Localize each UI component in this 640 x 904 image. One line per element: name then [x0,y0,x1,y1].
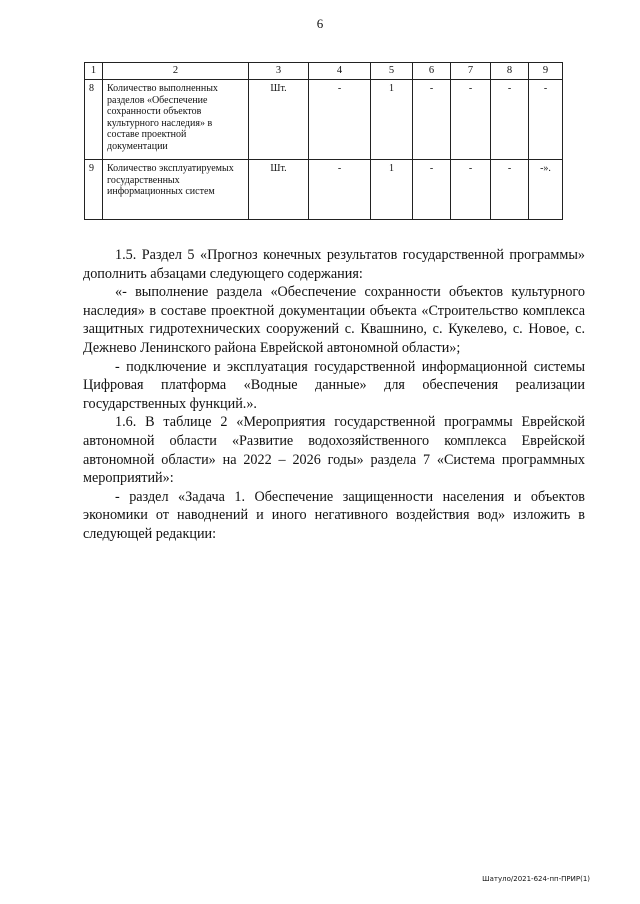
value-cell: - [529,80,563,160]
document-code: Шатуло/2021-624-пп-ПРИР(1) [482,875,590,883]
paragraph-1-5: 1.5. Раздел 5 «Прогноз конечных результатов государственной программы» дополнить абзацами следующего содержания: [83,247,585,282]
paragraph-1-6: 1.6. В таблице 2 «Мероприятия государственной программы Еврейской автономной области «Развитие водохозяйственного комплекса Еврейской автономной области» на 2022 – 2026 годы» раздела 7 «Система программных мероприятий»: [83,414,585,487]
table-row [85,80,563,160]
page-number: 6 [316,16,324,31]
value-cell: - [451,160,491,220]
paragraph-quote-item-2: - подключение и эксплуатация государственной информационной системы Цифровая платформа «Водные данные» для обеспечения реализации государственных функций.». [83,358,585,412]
header-cell: 4 [309,63,371,80]
header-cell: 1 [85,63,103,80]
header-cell: 9 [529,63,563,80]
value-cell: 1 [371,80,413,160]
header-cell: 7 [451,63,491,80]
row-number: 8 [85,80,103,160]
value-cell: - [413,160,451,220]
value-cell: - [451,80,491,160]
value-cell: - [413,80,451,160]
header-cell: 5 [371,63,413,80]
table-header-row [85,63,563,80]
value-cell: - [491,160,529,220]
value-cell: - [491,80,529,160]
paragraph-quote-item-1: «- выполнение раздела «Обеспечение сохранности объектов культурного наследия» в составе проектной документации объекта «Строительство комплекса защитных гидротехнических сооружений с. Квашнино, с. Кукелево, с. Новое, с. Дежнево Ленинского района Еврейской автономной области»; [83,284,585,356]
value-cell: 1 [371,160,413,220]
unit-cell: Шт. [249,160,309,220]
table-row [85,160,563,220]
unit-cell: Шт. [249,80,309,160]
header-cell: 8 [491,63,529,80]
value-cell: - [309,160,371,220]
value-cell: - [309,80,371,160]
header-cell: 2 [103,63,249,80]
paragraph-section-task: - раздел «Задача 1. Обеспечение защищенности населения и объектов экономики от наводнений и иного негативного воздействия вод» изложить в следующей редакции: [83,488,585,542]
indicator-name: Количество эксплуатируемых государственных информационных систем [103,160,249,220]
value-cell: -». [529,160,563,220]
row-number: 9 [85,160,103,220]
indicators-table [84,62,563,220]
header-cell: 3 [249,63,309,80]
document-body [83,246,585,544]
indicator-name: Количество выполненных разделов «Обеспечение сохранности объектов культурного наследия» в составе проектной документации [103,80,249,160]
header-cell: 6 [413,63,451,80]
